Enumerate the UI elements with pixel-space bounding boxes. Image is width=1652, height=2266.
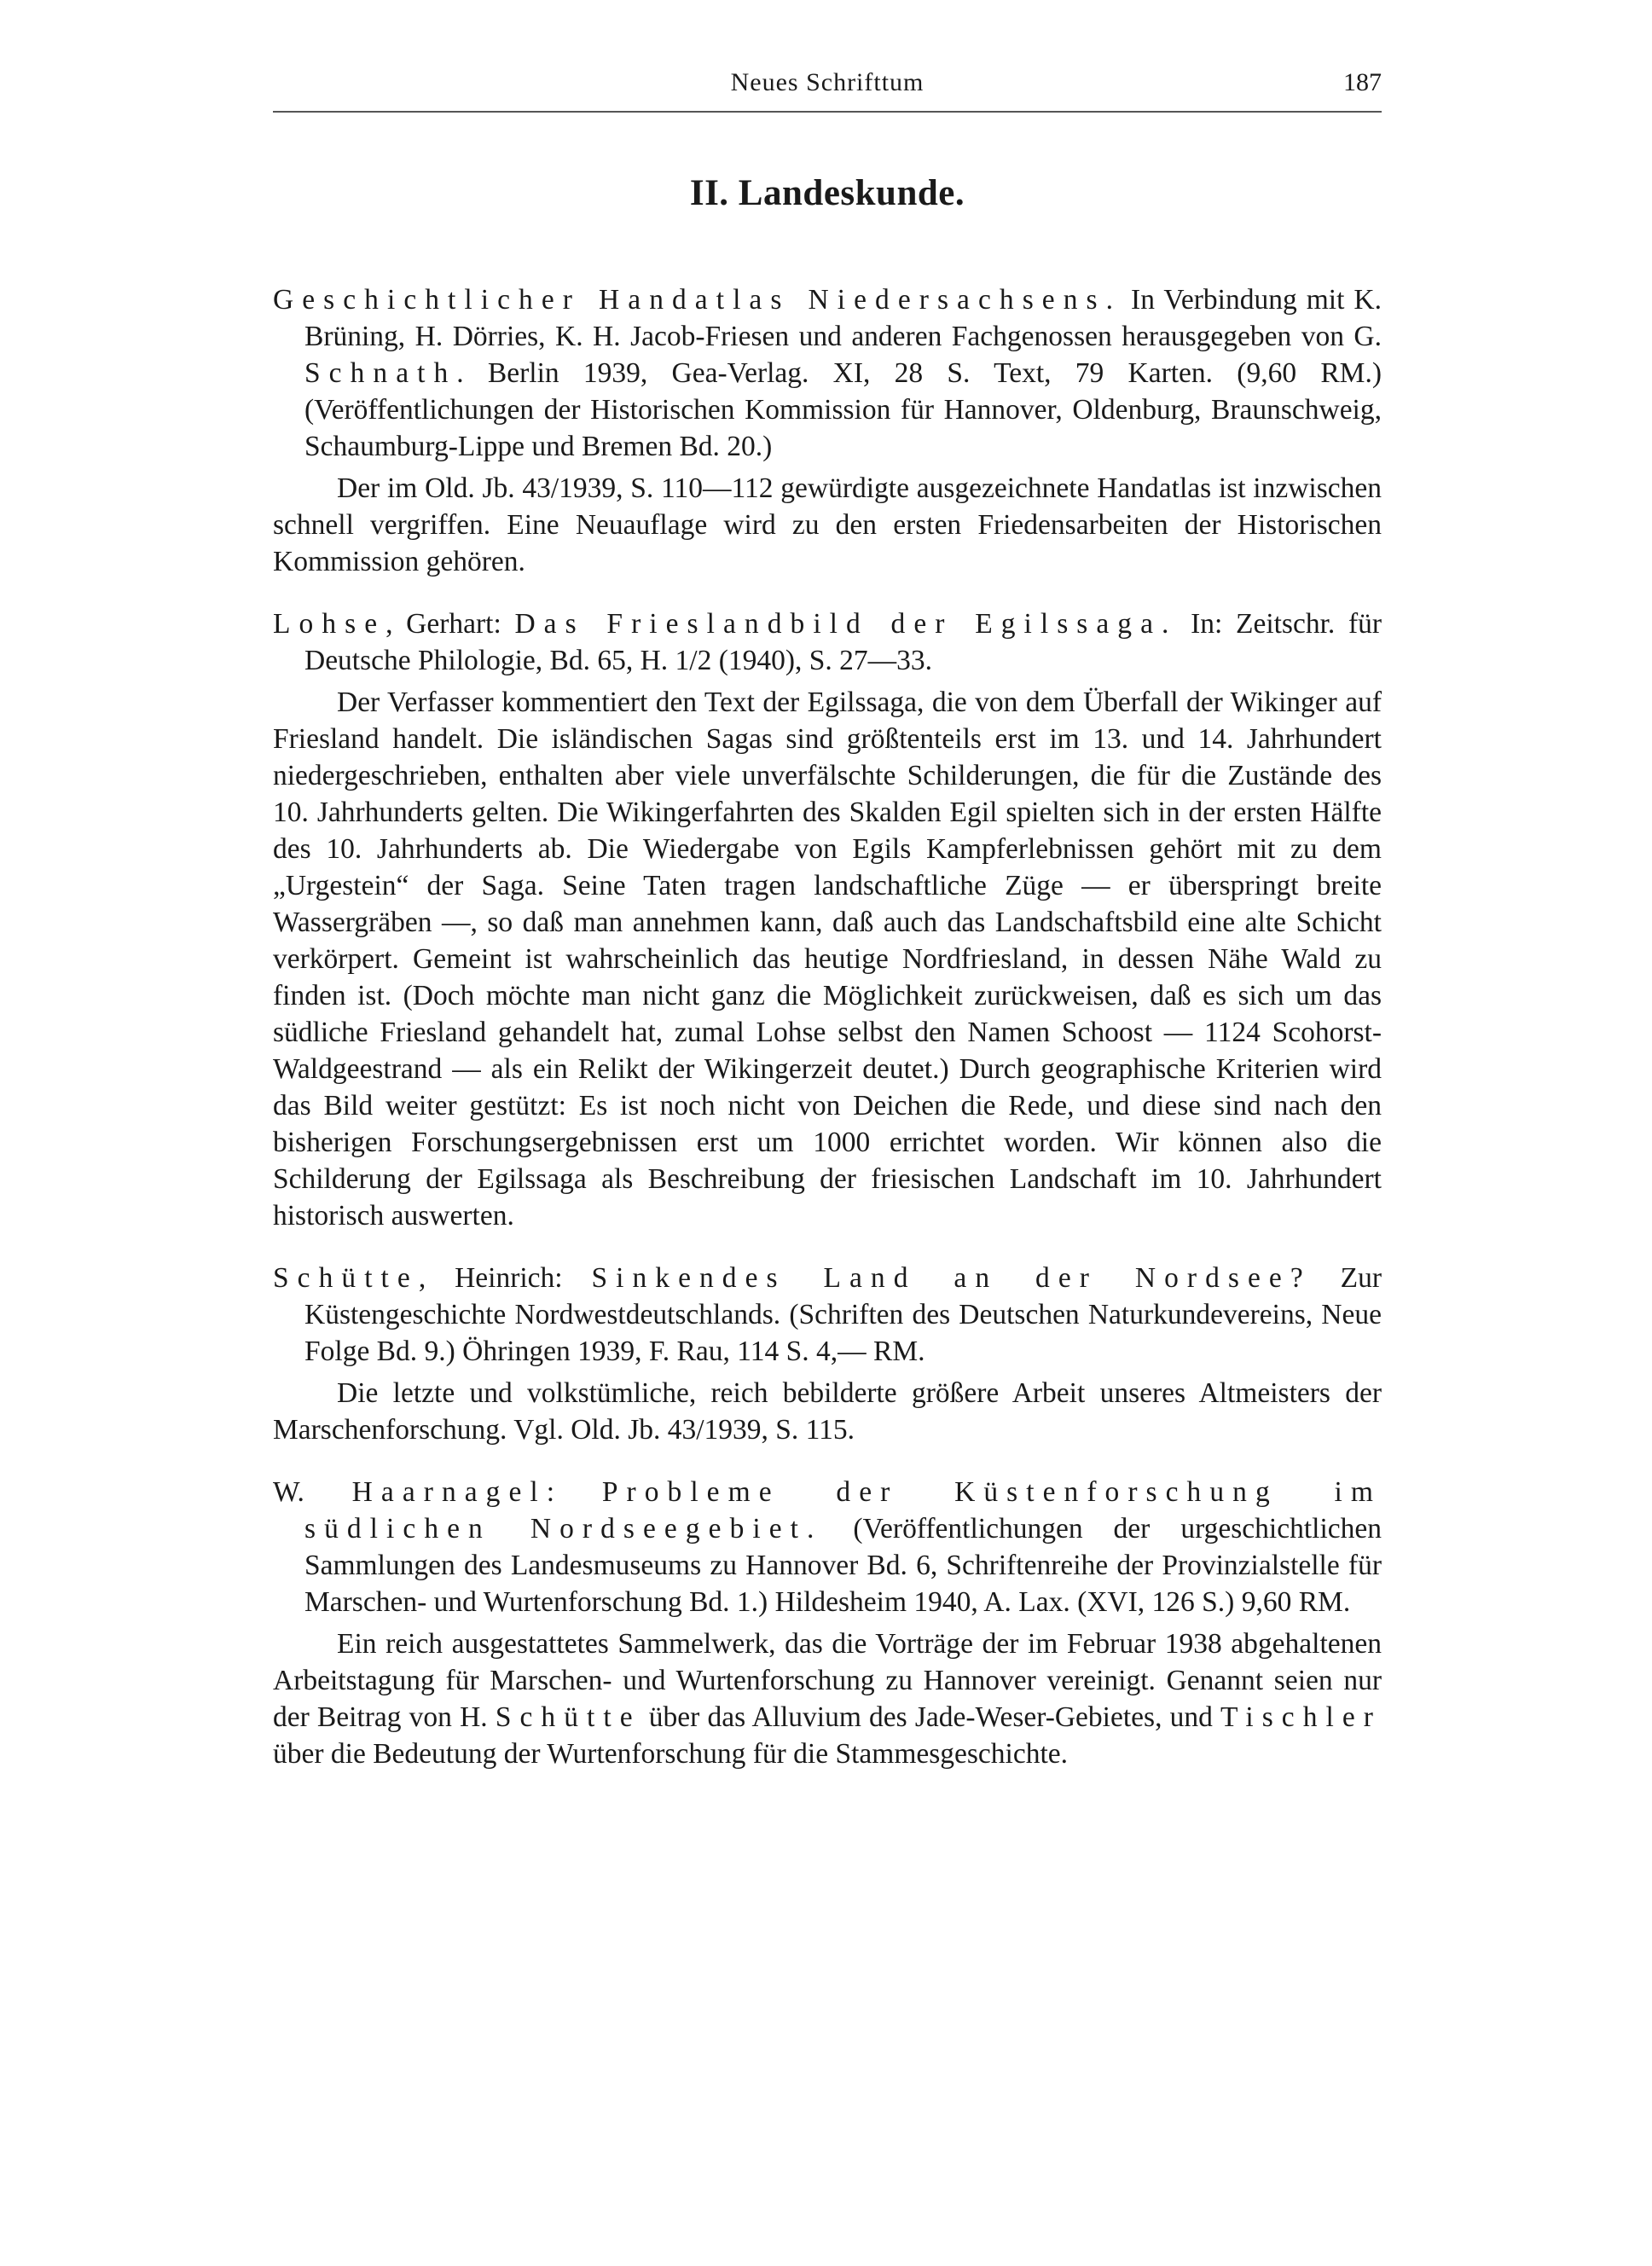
entry-title: Geschichtlicher Handatlas Niedersachsens.: [273, 284, 1122, 316]
citation-text: In Verbindung mit K. Brüning, H. Dörries, K. H. Jacob-Friesen und anderen Fachgenossen herausgegeben von G.: [304, 284, 1382, 352]
entry-title: Das Frieslandbild der Egilssaga.: [514, 608, 1178, 640]
citation: [273, 1260, 1382, 1370]
bibliography-entry: [273, 281, 1382, 580]
entry-title: Sinkendes Land an der Nordsee?: [591, 1262, 1312, 1294]
summary-text: über die Bedeutung der Wurtenforschung für die Stammesgeschichte.: [273, 1738, 1069, 1770]
citation-text: (Veröffentlichungen der urgeschichtlichen Sammlungen des Landesmuseums zu Hannover Bd. 6, Schriftenreihe der Provinzialstelle für Marschen- und Wurtenforschung Bd. 1.) Hildesheim 1940, A. Lax. (XVI, 126 S.) 9,60 RM.: [304, 1513, 1382, 1618]
citation-text: . Berlin 1939, Gea-Verlag. XI, 28 S. Text, 79 Karten. (9,60 RM.) (Veröffentlichungen der Historischen Kommission für Hannover, Oldenburg, Braunschweig, Schaumburg-Lippe und Bremen Bd. 20.): [304, 357, 1382, 462]
entry-title: Probleme der Küstenforschung im südlichen Nordseegebiet.: [304, 1476, 1382, 1544]
bibliography-entry: [273, 1474, 1382, 1772]
summary: [273, 1626, 1382, 1772]
author-forename: , Heinrich:: [418, 1262, 592, 1294]
summary-text: Ein reich ausgestattetes Sammelwerk, das die Vorträge der im Februar 1938 abgehaltenen Arbeitstagung für Marschen- und Wurtenforschung zu Hannover vereinigt. Genannt seien nur der Beitrag von H.: [273, 1628, 1382, 1733]
author-separator: :: [546, 1476, 602, 1508]
summary: Der Verfasser kommentiert den Text der Egilssaga, die von dem Überfall der Wikinger auf Friesland handelt. Die isländischen Sagas sind größtenteils erst im 13. und 14. Jahrhundert niedergeschrieben, enthalten aber viele unverfälschte Schilderungen, die für die Zustände des 10. Jahrhunderts gelten. Die Wikingerfahrten des Skalden Egil spielten sich in der ersten Hälfte des 10. Jahrhunderts ab. Die Wiedergabe von Egils Kampferlebnissen gehört mit zu dem „Urgestein“ der Saga. Seine Taten tragen landschaftliche Züge — er überspringt breite Wassergräben —, so daß man annehmen kann, daß auch das Landschaftsbild eine alte Schicht verkörpert. Gemeint ist wahrscheinlich das heutige Nordfriesland, in dessen Nähe Wald zu finden ist. (Doch möchte man nicht ganz die Möglichkeit zurückweisen, daß es sich um das südliche Friesland gehandelt hat, zumal Lohse selbst den Namen Schoost — 1124 Scohorst-Waldgeestrand — als ein Relikt der Wikingerzeit deutet.) Durch geographische Kriterien wird das Bild weiter gestützt: Es ist noch nicht von Deichen die Rede, und diese sind nach den bisherigen Forschungsergebnissen erst um 1000 errichtet worden. Wir können also die Schilderung der Egilssaga als Beschreibung der friesischen Landschaft im 10. Jahrhundert historisch auswerten.: [273, 687, 1382, 1232]
person-name: Tischler: [1220, 1701, 1382, 1733]
citation: [273, 606, 1382, 679]
person-name: Schütte: [495, 1701, 641, 1733]
section-title: II. Landeskunde.: [689, 173, 965, 213]
author-surname: Haarnagel: [351, 1476, 547, 1508]
running-head: [273, 51, 1382, 113]
author-forename: , Gerhart:: [385, 608, 515, 640]
citation-text: Zur Küstengeschichte Nordwestdeutschlands. (Schriften des Deutschen Naturkundevereins, Neue Folge Bd. 9.) Öhringen 1939, F. Rau, 114 S. 4,— RM.: [304, 1262, 1382, 1367]
bibliography-entry: [273, 1260, 1382, 1448]
citation: [273, 1474, 1382, 1620]
author-surname: Lohse: [273, 608, 386, 640]
running-head-title: Neues Schrifttum: [730, 68, 925, 96]
author-surname: Schütte: [273, 1262, 419, 1294]
page-number: 187: [1343, 68, 1382, 96]
citation-text: In: Zeitschr. für Deutsche Philologie, Bd. 65, H. 1/2 (1940), S. 27—33.: [304, 608, 1382, 676]
citation: [273, 281, 1382, 465]
summary-text: über das Alluvium des Jade-Weser-Gebietes, und: [641, 1701, 1220, 1733]
author-initial: W.: [273, 1476, 352, 1508]
bibliography-entry: [273, 606, 1382, 1234]
summary: Der im Old. Jb. 43/1939, S. 110—112 gewürdigte ausgezeichnete Handatlas ist inzwischen schnell vergriffen. Eine Neuauflage wird zu den ersten Friedensarbeiten der Historischen Kommission gehören.: [273, 472, 1382, 577]
page: [273, 51, 1382, 1772]
editor-name: Schnath: [304, 357, 457, 389]
summary: Die letzte und volkstümliche, reich bebilderte größere Arbeit unseres Altmeisters der Marschenforschung. Vgl. Old. Jb. 43/1939, S. 115.: [273, 1377, 1382, 1446]
